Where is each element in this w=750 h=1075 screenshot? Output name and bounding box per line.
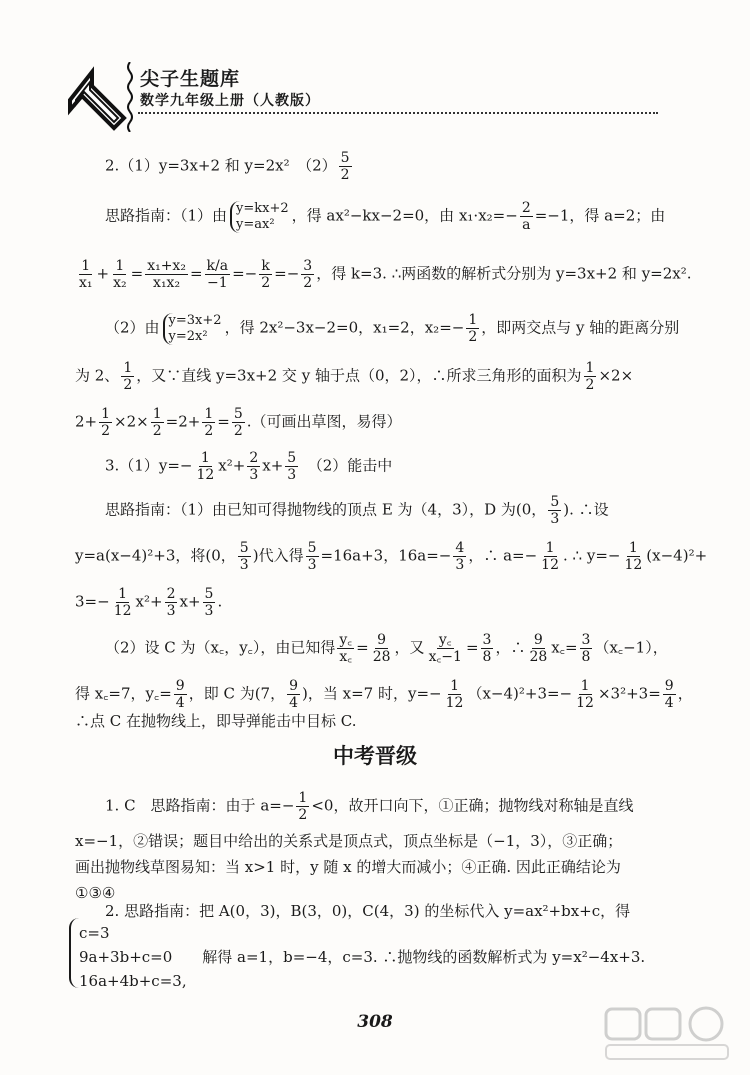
watermark-logo-icon bbox=[602, 1003, 732, 1063]
hint-2-line-2: $\frac{1}{\text{x₁}}$ + $\frac{1}{\text{x₂}}$ = $\frac{\text{x₁+x₂}}{\text{x₁x₂}}$ = $\frac{k/a}{-1}$ =− $\frac{k}{2}$ =− $\frac{3}{2}$ ，得 k=3. ∴两函数的解析式分别为 y=3x+2 和 y=2x². bbox=[79, 258, 692, 291]
answer-2-line: 2.（1）y=3x+2 和 y=2x² （2） $\frac{5}{2}$ bbox=[105, 150, 350, 183]
hint-3-conclusion: ∴点 C 在抛物线上，即导弹能击中目标 C. bbox=[75, 712, 357, 730]
hint-2-line-5: 2+ $\frac{1}{2}$ ×2× $\frac{1}{2}$ =2+ $\frac{1}{2}$ = $\frac{5}{2}$ .（可画出草图，易得） bbox=[75, 406, 402, 439]
hint-3-line-1: 思路指南：（1）由已知可得抛物线的顶点 E 为（4，3），D 为(0， $\frac{5}{3}$ ). ∴设 bbox=[105, 494, 609, 527]
wavy-divider-icon bbox=[126, 62, 134, 132]
exam-1-line-3: 画出抛物线草图易知：当 x>1 时，y 随 x 的增大而减小；④正确. 因此正确结论为 bbox=[75, 858, 621, 876]
section-title: 中考晋级 bbox=[333, 744, 417, 768]
equation-row-1: c=3 bbox=[79, 924, 110, 942]
equation-row-3: 16a+4b+c=3, bbox=[79, 972, 187, 990]
answer-3-line: 3.（1）y=− $\frac{1}{12}$ x²+ $\frac{2}{3}$ x+ $\frac{5}{3}$ （2）能击中 bbox=[105, 450, 393, 483]
exam-1-line-4: ①③④ bbox=[75, 884, 116, 902]
arrow-logo-icon bbox=[62, 62, 132, 132]
hint-2-line-3: （2）由 y=3x+2 y=2x² ，得 2x²−3x−2=0，x₁=2，x₂=− $\frac{1}{2}$ ，即两交点与 y 轴的距离分别 bbox=[105, 312, 680, 345]
header-dotted-rule bbox=[138, 112, 658, 114]
book-title: 尖子生题库 bbox=[140, 68, 241, 90]
equation-row-2: 9a+3b+c=0 解得 a=1，b=−4，c=3. ∴抛物线的函数解析式为 y=x²−4x+3. bbox=[79, 948, 646, 966]
exam-2-line-1: 2. 思路指南：把 A(0，3)，B(3，0)，C(4，3) 的坐标代入 y=ax²+bx+c，得 bbox=[105, 902, 631, 920]
hint-3-line-4: （2）设 C 为（x꜀，y꜀），由已知得 $\frac{y꜀}{x꜀}$ = $\frac{9}{28}$ ，又 $\frac{y꜀}{x꜀-1}$ = $\frac{3}{8}$ ，∴ $\frac{9}{28}$ x꜀= $\frac{3}{8}$ （x꜀−1）， bbox=[105, 632, 668, 665]
page-header bbox=[0, 0, 750, 130]
hint-3-line-2: y=a(x−4)²+3，将(0， $\frac{5}{3}$ )代入得 $\frac{5}{3}$ =16a+3，16a=− $\frac{4}{3}$ ，∴ a=− $\frac{1}{12}$ . ∴ y=− $\frac{1}{12}$ (x−4)²+ bbox=[75, 540, 708, 573]
equation-system-brace bbox=[69, 918, 79, 988]
hint-2-line-4: 为 2、 $\frac{1}{2}$ ，又∵直线 y=3x+2 交 y 轴于点（0，2），∴所求三角形的面积为 $\frac{1}{2}$ ×2× bbox=[75, 360, 634, 393]
hint-3-line-3: 3=− $\frac{1}{12}$ x²+ $\frac{2}{3}$ x+ $\frac{5}{3}$ . bbox=[75, 586, 223, 619]
hint-3-line-5: 得 x꜀=7，y꜀= $\frac{9}{4}$ ，即 C 为(7， $\frac{9}{4}$ )，当 x=7 时，y=− $\frac{1}{12}$ （x−4)²+3=− $\frac{1}{12}$ ×3²+3= $\frac{9}{4}$ ， bbox=[75, 678, 693, 711]
book-subtitle: 数学九年级上册（人教版） bbox=[140, 93, 320, 109]
hint-2-line-1: 思路指南：（1）由 y=kx+2 y=ax² ，得 ax²−kx−2=0，由 x₁·x₂=− $\frac{2}{a}$ =−1，得 a=2；由 bbox=[105, 200, 666, 233]
exam-1-line-1: 1. C 思路指南：由于 a=− $\frac{1}{2}$ <0，故开口向下，①正确；抛物线对称轴是直线 bbox=[105, 790, 634, 823]
page-number: 308 bbox=[357, 1012, 393, 1032]
exam-1-line-2: x=−1，②错误；题目中给出的关系式是顶点式，顶点坐标是（−1，3），③正确； bbox=[75, 832, 623, 850]
